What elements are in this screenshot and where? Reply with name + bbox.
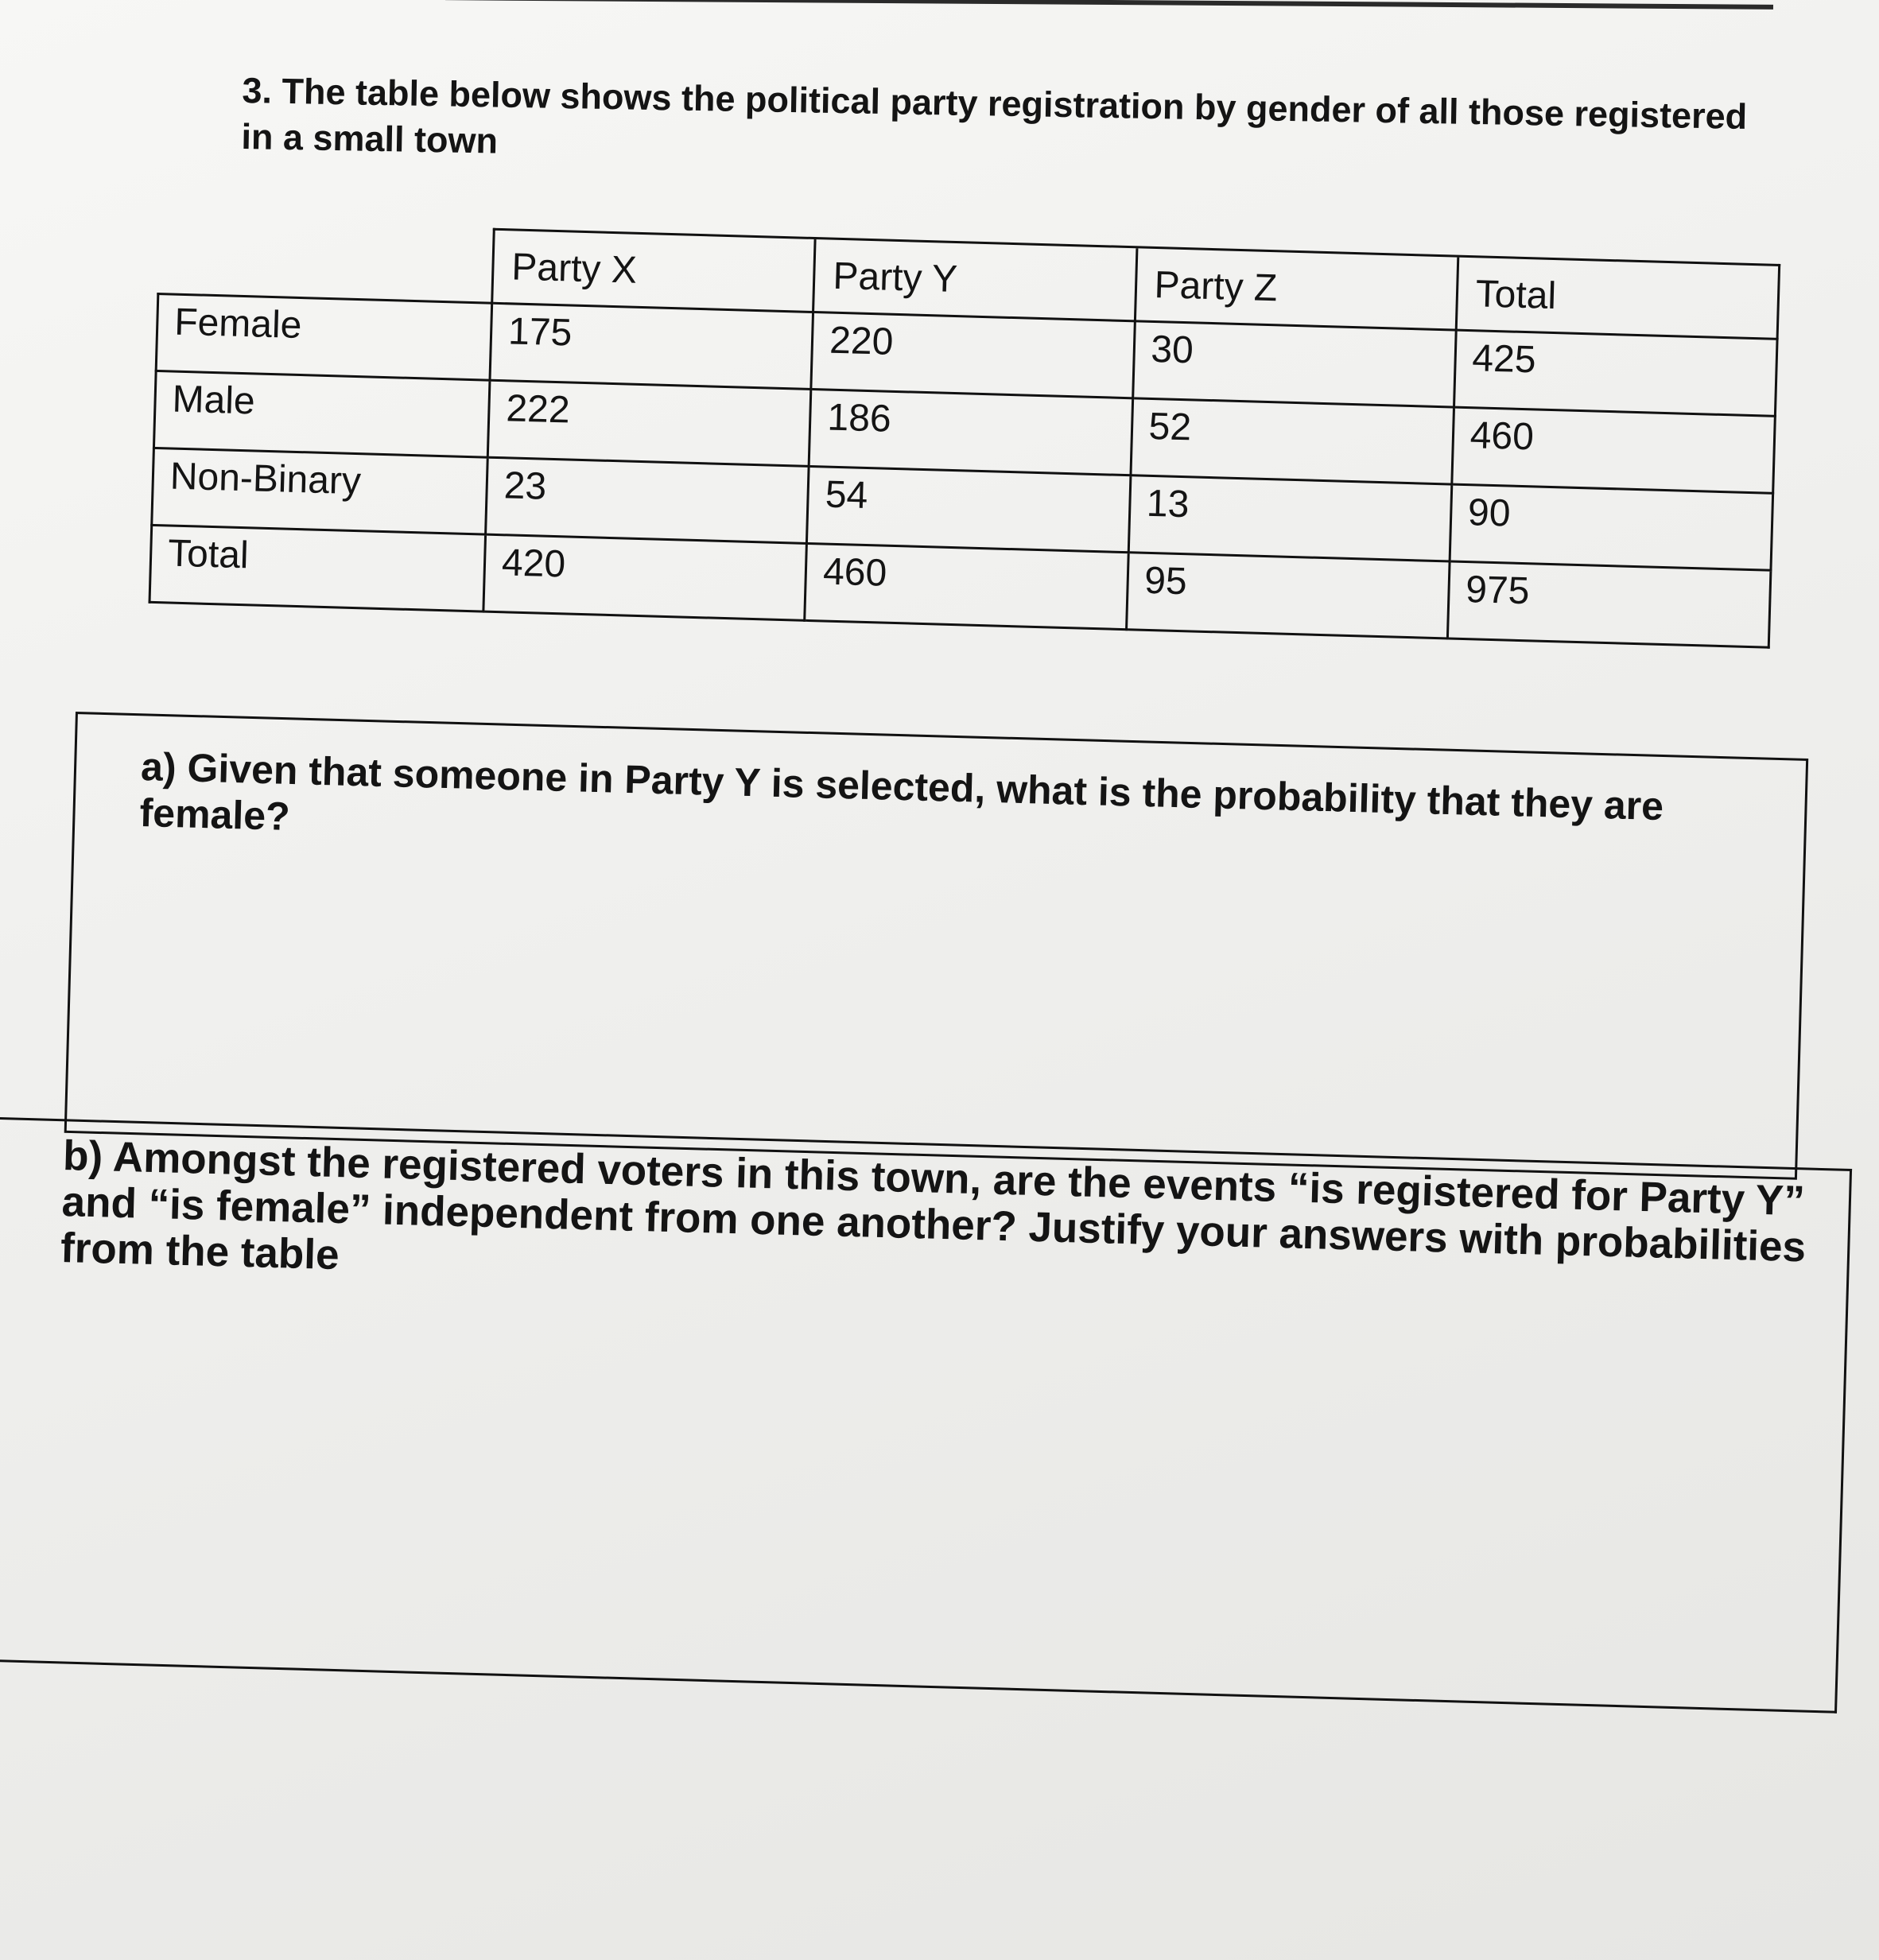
header-party-x: Party X — [493, 231, 817, 313]
table-cell: 54 — [807, 466, 1131, 552]
header-party-y: Party Y — [814, 239, 1138, 322]
table-cell: 90 — [1450, 484, 1773, 570]
header-total: Total — [1475, 273, 1557, 318]
row-label: Male — [153, 371, 490, 457]
question-title: 3. The table below shows the political party registration by gender of all those registered in a small town — [241, 69, 1748, 161]
table-cell: 975 — [1447, 561, 1771, 647]
row-label: Total — [149, 525, 486, 611]
top-border-line — [445, 0, 1773, 10]
table-cell: 175 — [490, 303, 813, 389]
table-cell: 425 — [1454, 330, 1777, 416]
table-cell: 460 — [805, 543, 1128, 629]
table-cell: 420 — [483, 534, 807, 620]
table-cell: 13 — [1128, 475, 1452, 561]
table-cell: 95 — [1126, 553, 1450, 638]
row-label: Female — [156, 294, 492, 381]
table-cell: 30 — [1132, 321, 1456, 407]
table-cell: 222 — [487, 380, 811, 466]
table-cell: 460 — [1452, 407, 1776, 493]
question-part-a: a) Given that someone in Party Y is selected, what is the probability that they are female? — [138, 743, 1664, 839]
question-part-b: b) Amongst the registered voters in this town, are the events “is registered for Party Y” and “is female” independent from one another? Justify your answers with probabilities from the table — [60, 1132, 1807, 1279]
header-party-z: Party Z — [1136, 248, 1459, 331]
table-cell: 186 — [809, 389, 1132, 475]
table-body — [148, 293, 1778, 649]
registration-table — [148, 219, 1780, 654]
table-cell: 23 — [486, 457, 809, 543]
table-cell: 52 — [1130, 398, 1454, 484]
table-cell: 220 — [811, 312, 1135, 398]
row-label: Non-Binary — [152, 448, 488, 534]
